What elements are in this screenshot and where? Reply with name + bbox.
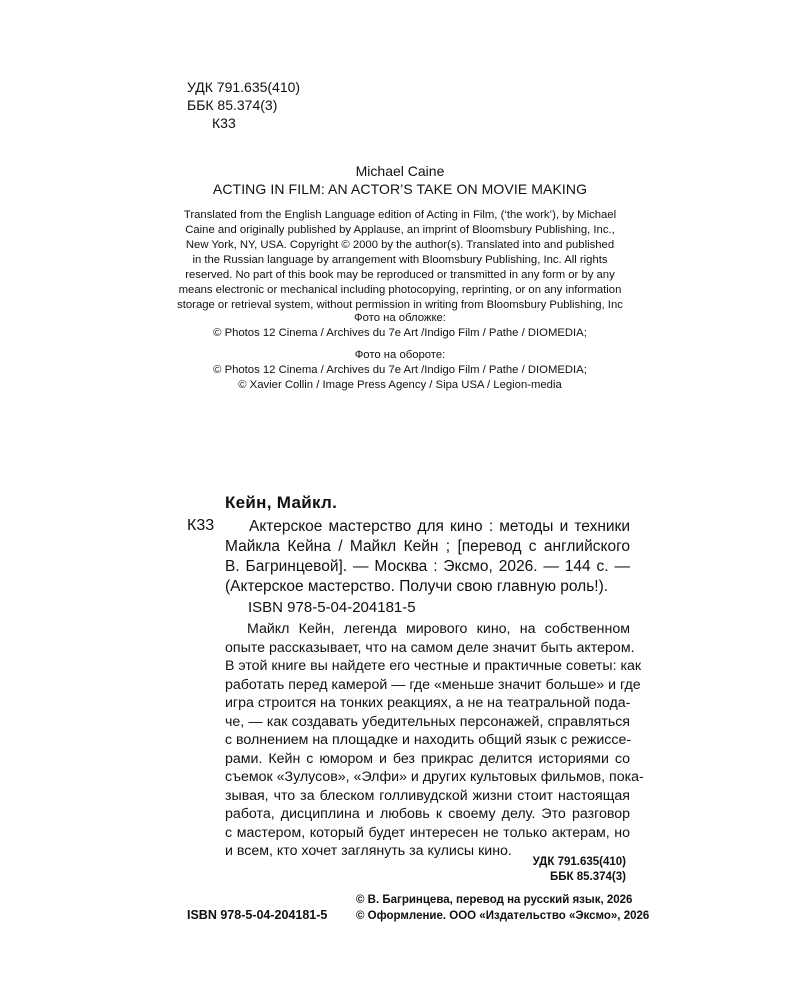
back-photo-label: Фото на обороте: (354, 349, 446, 361)
annotation-line: игра строится на тонких реакциях, а не на театральной пода- (225, 695, 631, 711)
author-sign-top: К33 (212, 115, 236, 131)
copyright-line: New York, NY, USA. Copyright © 2000 by the author(s). Translated into and published (185, 239, 615, 251)
biblio-line: Майкла Кейна / Майкл Кейн ; [перевод с английского (225, 538, 630, 555)
back-photo-line: © Xavier Collin / Image Press Agency / Sipa USA / Legion-media (238, 379, 562, 391)
annotation-line: зывая, что за блеском голливудской жизни стоит настоящая (225, 787, 630, 804)
bbk-code-top: ББК 85.374(3) (187, 97, 278, 113)
annotation (225, 620, 644, 861)
annotation-line: че, — как создавать убедительных персонажей, справляться (225, 713, 630, 730)
isbn-bottom: ISBN 978-5-04-204181-5 (187, 908, 328, 922)
back-photo-credits (175, 348, 625, 393)
back-photo-line: © Photos 12 Cinema / Archives du 7e Art /Indigo Film / Pathe / DIOMEDIA; (213, 364, 587, 376)
cover-photo-label: Фото на обложке: (354, 312, 446, 324)
copyright-line: storage or retrieval system, without permission in writing from Bloomsbury Publishing, Inc (177, 299, 623, 311)
original-title: ACTING IN FILM: AN ACTOR’S TAKE ON MOVIE MAKING (212, 181, 588, 197)
annotation-line: с волнением на площадке и находить общий язык с режиссе- (225, 732, 632, 748)
annotation-line: рами. Кейн с юмором и без прикрас делится историями со (225, 750, 630, 767)
biblio-line: В. Багринцевой]. — Москва : Эксмо, 2026. — 144 с. — (225, 558, 630, 575)
annotation-line: съемок «Зулусов», «Элфи» и других культовых фильмов, пока- (225, 769, 644, 785)
copyright-line: Translated from the English Language edition of Acting in Film, (‘the work’), by Michael (183, 209, 617, 221)
copyright-line: in the Russian language by arrangement with Bloomsbury Publishing, Inc. All rights (192, 254, 608, 266)
cover-photo-credits (175, 311, 625, 341)
copyright-line: Caine and originally published by Applause, an imprint of Bloomsbury Publishing, Inc., (185, 224, 615, 236)
catalog-isbn: ISBN 978-5-04-204181-5 (248, 599, 416, 616)
udk-code-bottom: УДК 791.635(410) (532, 856, 626, 868)
annotation-line: работа, дисциплина и любовь к своему делу. Это разговор (225, 806, 630, 822)
catalog-author-heading: Кейн, Майкл. (225, 493, 338, 512)
copyright-translation: © В. Багринцева, перевод на русский язык, 2026 (356, 894, 633, 906)
annotation-line: с мастером, который будет интересен не только актерам, но (225, 824, 630, 841)
copyright-line: reserved. No part of this book may be reproduced or transmitted in any form or by any (185, 269, 615, 281)
original-author: Michael Caine (355, 163, 445, 179)
annotation-line: работать перед камерой — где «меньше значит больше» и где (225, 676, 641, 693)
annotation-line: и всем, кто хочет заглянуть за кулисы кино. (225, 843, 512, 859)
cover-photo-line: © Photos 12 Cinema / Archives du 7e Art /Indigo Film / Pathe / DIOMEDIA; (213, 327, 587, 339)
bbk-code-bottom: ББК 85.374(3) (550, 871, 626, 883)
biblio-line: Актерское мастерство для кино : методы и техники (249, 518, 630, 535)
annotation-line: опыте рассказывает, что на самом деле значит быть актером. (225, 639, 635, 656)
bibliographic-description (225, 517, 630, 597)
catalog-author-sign: К33 (187, 517, 215, 534)
copyright-line: means electronic or mechanical including photocopying, reprinting, or on any information (178, 284, 622, 296)
biblio-line: (Актерское мастерство. Получи свою главную роль!). (225, 578, 609, 595)
copyright-design: © Оформление. ООО «Издательство «Эксмо», 2026 (356, 910, 650, 922)
annotation-line: Майкл Кейн, легенда мирового кино, на собственном (247, 621, 630, 637)
udk-code-top: УДК 791.635(410) (187, 79, 301, 95)
copyright-notice (175, 208, 625, 313)
annotation-line: В этой книге вы найдете его честные и практичные советы: как (225, 658, 642, 674)
